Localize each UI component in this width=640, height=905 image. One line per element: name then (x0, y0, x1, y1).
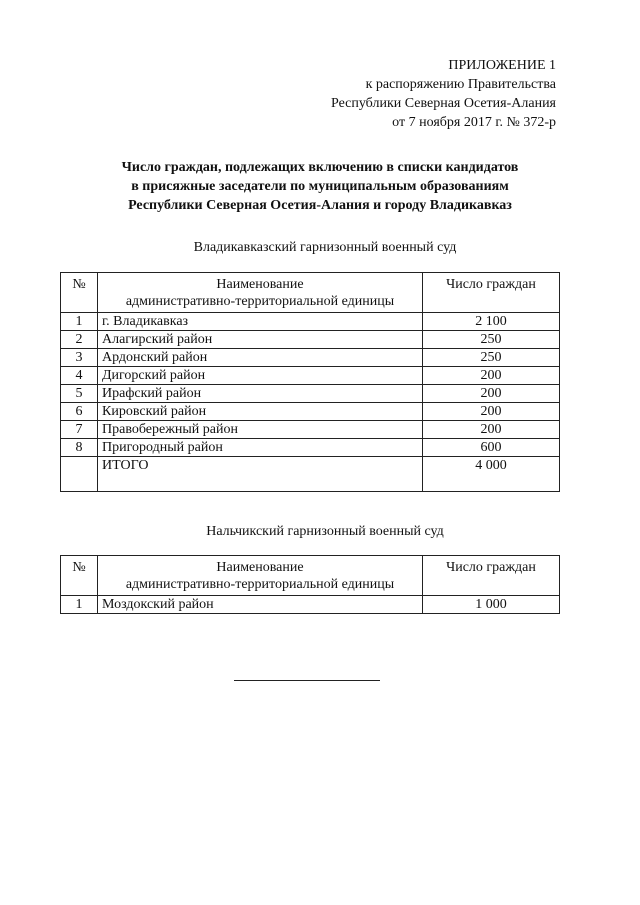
row-name: Моздокский район (98, 596, 423, 614)
header-count: Число граждан (423, 273, 560, 313)
row-name: Ардонский район (98, 349, 423, 367)
row-name: Ирафский район (98, 385, 423, 403)
table-total-row (61, 457, 560, 492)
header-name-line2: административно-территориальной единицы (125, 577, 395, 592)
row-count: 200 (423, 403, 560, 421)
row-num: 1 (61, 313, 98, 331)
row-num: 3 (61, 349, 98, 367)
row-name: г. Владикавказ (98, 313, 423, 331)
table-row (61, 385, 560, 403)
court-title-vladikavkaz: Владикавказский гарнизонный военный суд (193, 240, 457, 255)
table-row (61, 313, 560, 331)
appendix-line: Республики Северная Осетия-Алания (331, 96, 556, 111)
table-header-row (61, 273, 560, 313)
table-row (61, 439, 560, 457)
closing-rule (234, 680, 380, 681)
table-nalchik (60, 555, 560, 614)
row-count: 250 (423, 349, 560, 367)
row-count: 200 (423, 367, 560, 385)
header-name-line2: административно-территориальной единицы (125, 294, 395, 309)
row-name: Пригородный район (98, 439, 423, 457)
row-num: 6 (61, 403, 98, 421)
total-count: 4 000 (423, 457, 560, 492)
row-name: Алагирский район (98, 331, 423, 349)
appendix-date: от 7 ноября 2017 г. № 372-р (392, 115, 556, 130)
table-row (61, 367, 560, 385)
row-count: 200 (423, 421, 560, 439)
row-num: 2 (61, 331, 98, 349)
document-title (0, 158, 640, 215)
header-name-line1: Наименование (216, 560, 304, 575)
row-count: 250 (423, 331, 560, 349)
title-line: Число граждан, подлежащих включению в списки кандидатов (121, 160, 519, 175)
row-count: 2 100 (423, 313, 560, 331)
appendix-header (331, 56, 556, 132)
header-num: № (61, 556, 98, 596)
table-header-row (61, 556, 560, 596)
row-count: 1 000 (423, 596, 560, 614)
row-count: 200 (423, 385, 560, 403)
title-line: Республики Северная Осетия-Алания и городу Владикавказ (128, 198, 512, 213)
court-title-nalchik: Нальчикский гарнизонный военный суд (206, 524, 444, 539)
header-name (98, 273, 423, 313)
total-num-empty (61, 457, 98, 492)
table-row (61, 403, 560, 421)
header-count: Число граждан (423, 556, 560, 596)
row-num: 4 (61, 367, 98, 385)
table-row (61, 349, 560, 367)
header-num: № (61, 273, 98, 313)
row-num: 7 (61, 421, 98, 439)
row-num: 8 (61, 439, 98, 457)
table-row (61, 596, 560, 614)
table-vladikavkaz (60, 272, 560, 492)
row-count: 600 (423, 439, 560, 457)
appendix-line: к распоряжению Правительства (365, 77, 556, 92)
table-row (61, 421, 560, 439)
row-name: Кировский район (98, 403, 423, 421)
row-name: Правобережный район (98, 421, 423, 439)
row-name: Дигорский район (98, 367, 423, 385)
total-label: ИТОГО (98, 457, 423, 492)
header-name-line1: Наименование (216, 277, 304, 292)
title-line: в присяжные заседатели по муниципальным образованиям (131, 179, 509, 194)
appendix-title: ПРИЛОЖЕНИЕ 1 (448, 58, 556, 73)
row-num: 1 (61, 596, 98, 614)
row-num: 5 (61, 385, 98, 403)
table-row (61, 331, 560, 349)
header-name (98, 556, 423, 596)
